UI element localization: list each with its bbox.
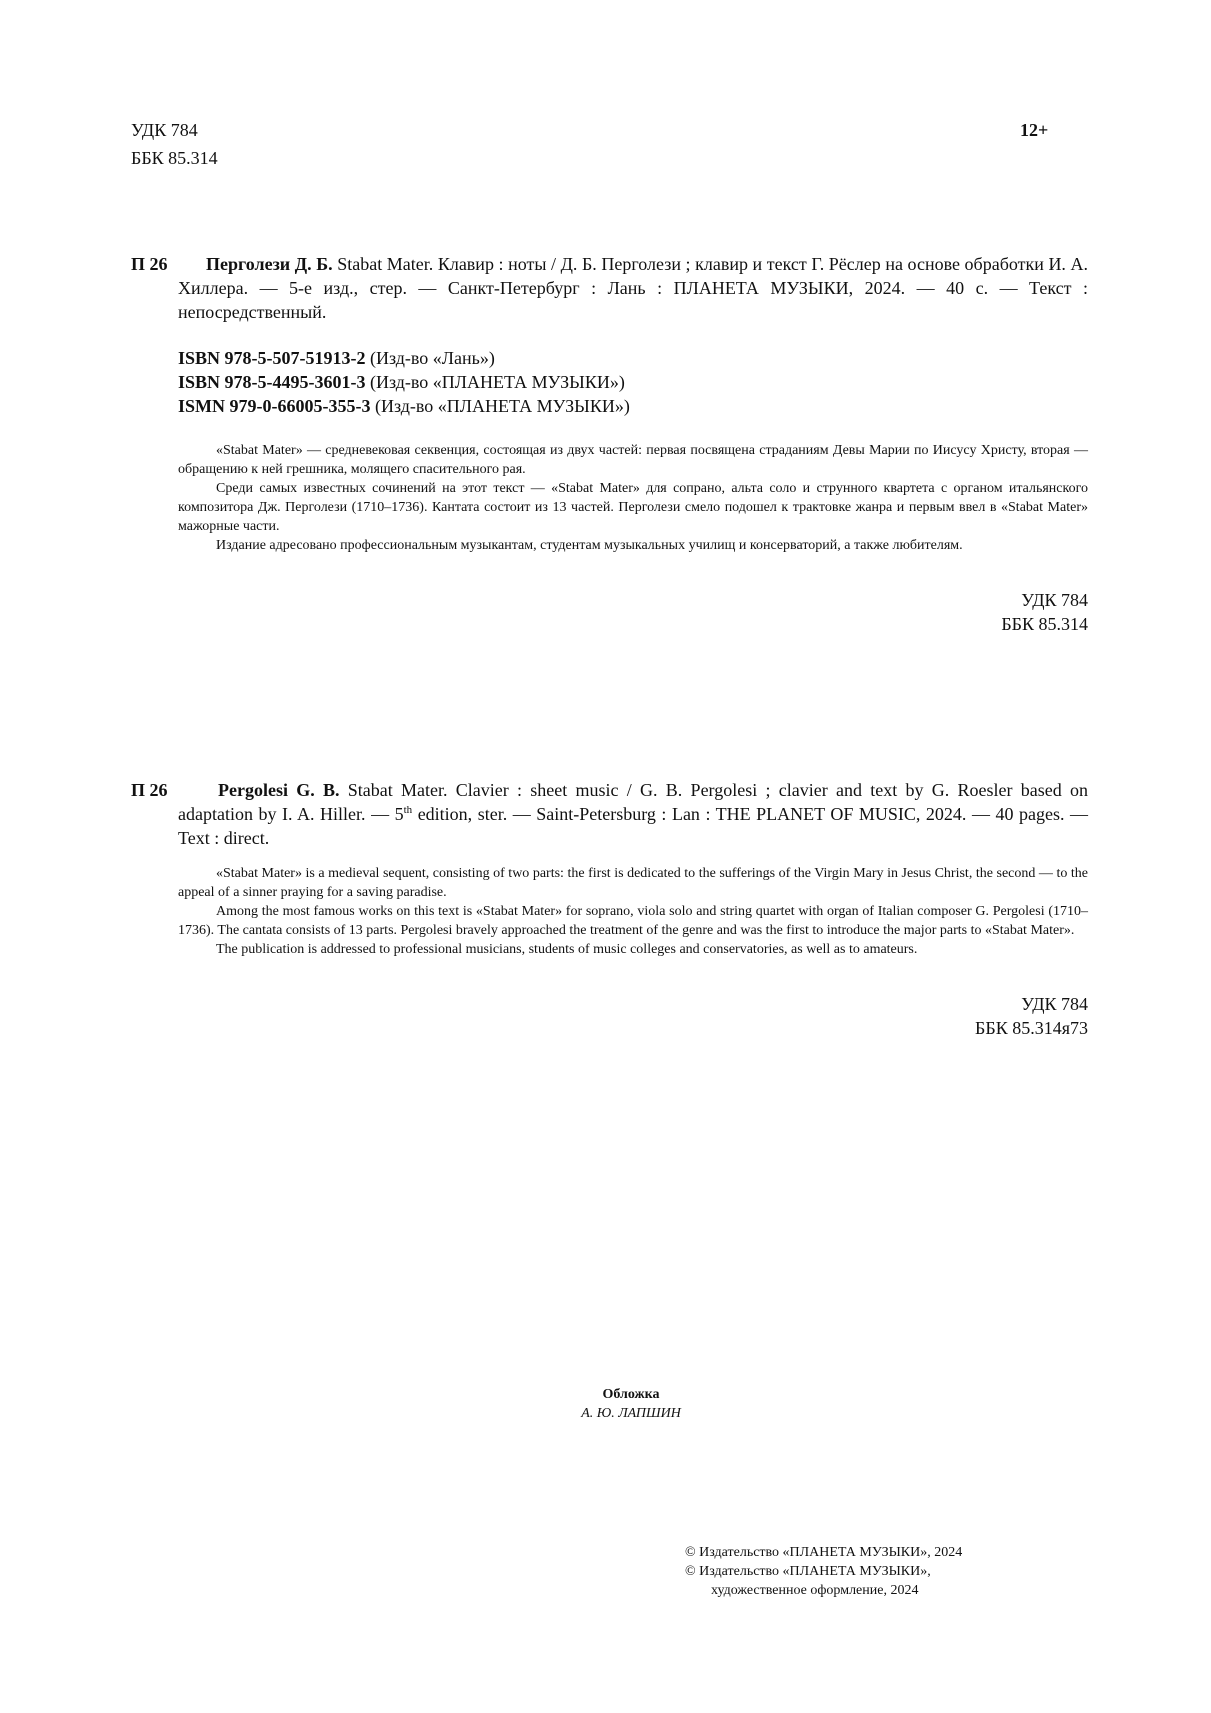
ismn-planet: ISMN 979-0-66005-355-3 (Изд-во «ПЛАНЕТА МУЗЫКИ») [178,396,630,416]
cover-label: Обложка [602,1387,660,1402]
ru-classification [880,588,1088,636]
copyright-line: © Издательство «ПЛАНЕТА МУЗЫКИ», 2024 [685,1545,963,1560]
copyright-line: художественное оформление, 2024 [711,1583,919,1598]
ru-udk: УДК 784 [1021,590,1088,610]
copyright-block [685,1543,962,1600]
ru-annotation-paragraph: «Stabat Mater» — средневековая секвенция, состоящая из двух частей: первая посвящена страданиям Девы Марии по Иисусу Христу, вторая — обращению к ней грешника, молящего спасительного рая. [178,443,1088,477]
ru-author: Перголези Д. Б. [206,254,333,274]
age-rating-badge: 12+ [1020,120,1049,140]
ru-citation [178,252,1088,324]
header-bbk: ББК 85.314 [131,148,218,168]
en-annotation [178,864,1088,959]
en-catalog-code: П 26 [131,780,168,800]
header-udk: УДК 784 [131,120,198,140]
en-annotation-paragraph: The publication is addressed to professional musicians, students of music colleges and conservatories, as well as to amateurs. [216,942,918,957]
header-classification [131,118,218,170]
ru-annotation [178,441,1088,555]
ru-annotation-paragraph: Издание адресовано профессиональным музыкантам, студентам музыкальных училищ и консерваторий, а также любителям. [216,538,963,553]
en-classification [880,992,1088,1040]
en-annotation-paragraph: Among the most famous works on this text is «Stabat Mater» for soprano, viola solo and string quartet with organ of Italian composer G. Pergolesi (1710–1736). The cantata consists of 13 parts. Pergolesi bravely approached the treatment of the genre and was the first to introduce the major parts to «Stabat Mater». [178,904,1088,938]
en-annotation-paragraph: «Stabat Mater» is a medieval sequent, consisting of two parts: the first is dedicated to the sufferings of the Virgin Mary in Jesus Christ, the second — to the appeal of a sinner praying for a saving paradise. [178,866,1088,900]
en-citation [178,778,1088,850]
ru-annotation-paragraph: Среди самых известных сочинений на этот текст — «Stabat Mater» для сопрано, альта соло и струнного квартета с органом итальянского композитора Дж. Перголези (1710–1736). Кантата состоит из 13 частей. Перголези смело подошел к трактовке жанра и первым ввел в «Stabat Mater» мажорные части. [178,481,1088,534]
en-author: Pergolesi G. B. [218,780,340,800]
isbn-planet: ISBN 978-5-4495-3601-3 (Изд-во «ПЛАНЕТА МУЗЫКИ») [178,372,625,392]
ru-catalog-code: П 26 [131,254,168,274]
ru-bbk: ББК 85.314 [1001,614,1088,634]
cover-credit [0,1385,1211,1423]
cover-artist: А. Ю. ЛАПШИН [581,1406,681,1421]
copyright-line: © Издательство «ПЛАНЕТА МУЗЫКИ», [685,1564,931,1579]
en-udk: УДК 784 [1021,994,1088,1014]
ru-citation-text: Stabat Mater. Клавир : ноты / Д. Б. Перголези ; клавир и текст Г. Рёслер на основе обработки И. А. Хиллера. — 5-е изд., стер. — Санкт-Петербург : Лань : ПЛАНЕТА МУЗЫКИ, 2024. — 40 с. — Текст : непосредственный. [178,254,1089,322]
en-citation-text: Stabat Mater. Clavier : sheet music / G. B. Pergolesi ; clavier and text by G. Roesler based on adaptation by I. A. Hiller. — 5th edition, ster. — Saint-Petersburg : Lan : THE PLANET OF MUSIC, 2024. — 40 pages. — Text : direct. [178,780,1088,848]
isbn-lan: ISBN 978-5-507-51913-2 (Изд-во «Лань») [178,348,495,368]
ru-identifiers [178,346,630,418]
en-bbk: ББК 85.314я73 [975,1018,1088,1038]
